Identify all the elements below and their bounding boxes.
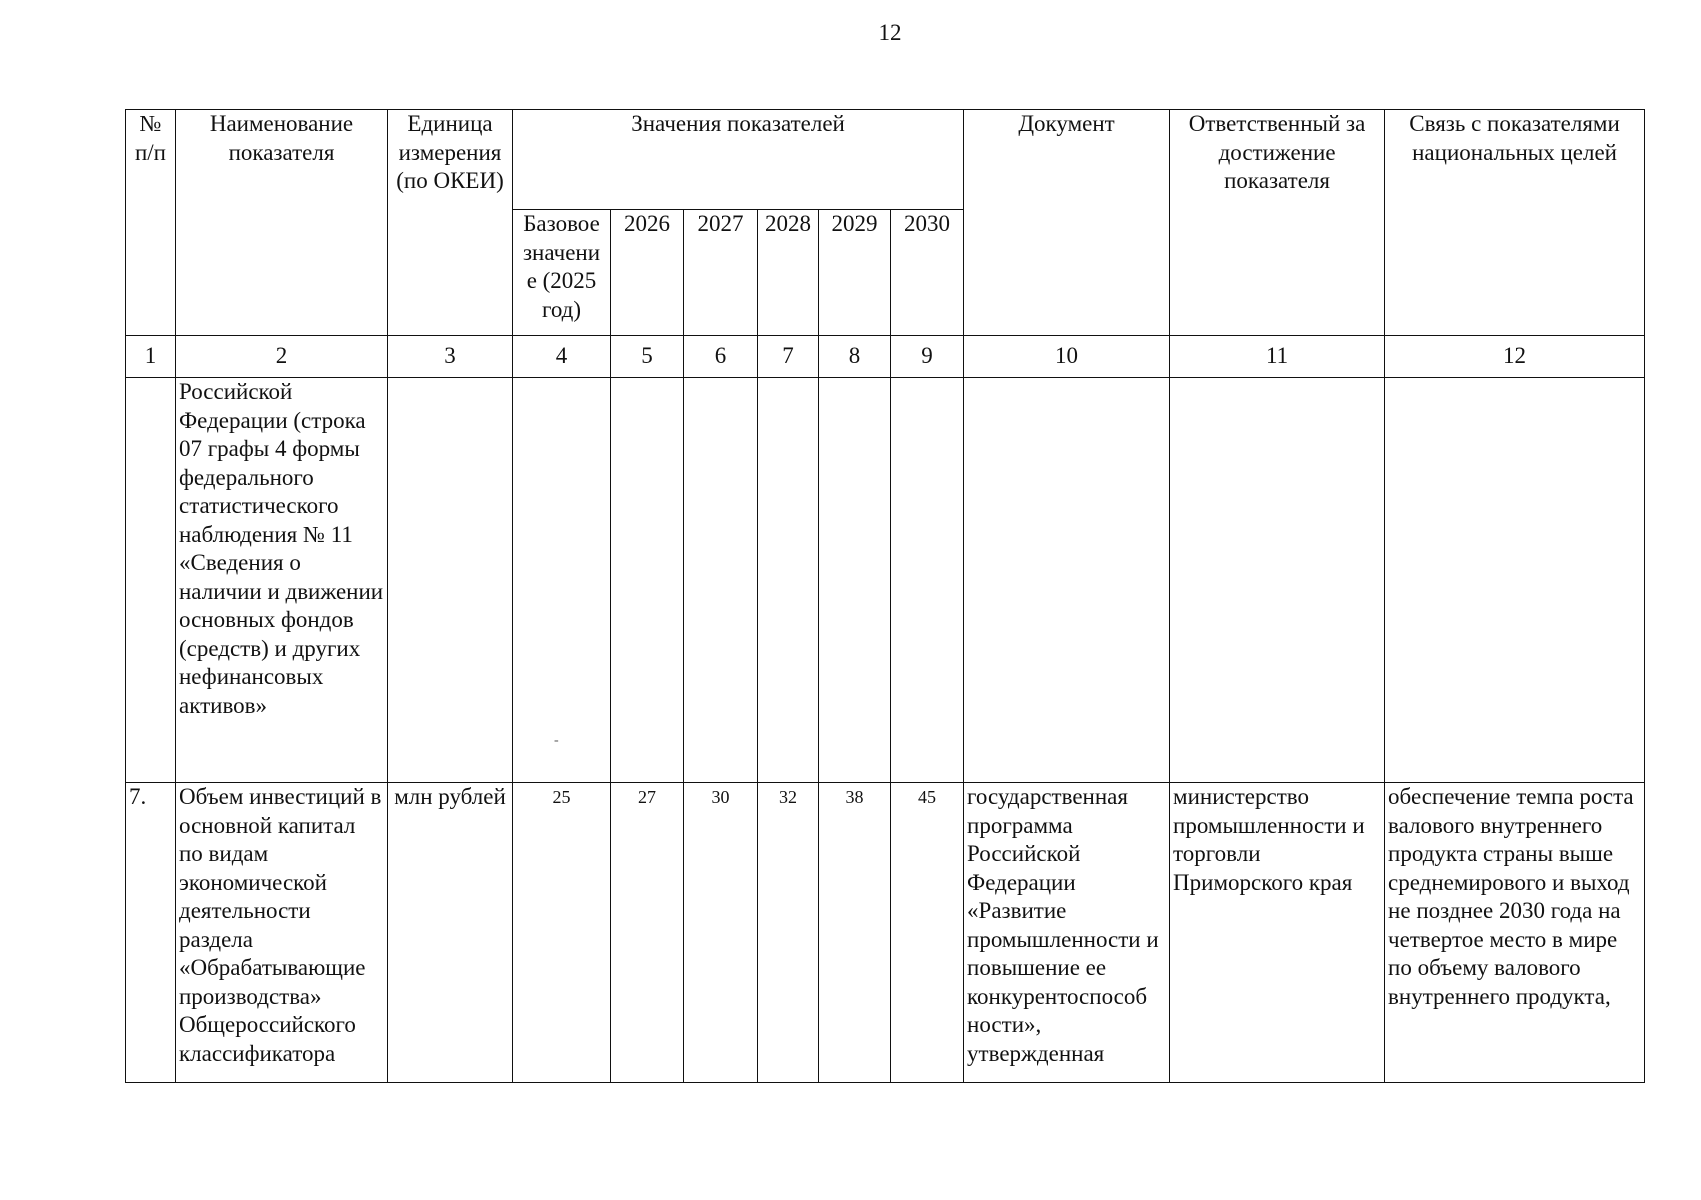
header-year: 2027: [684, 210, 758, 336]
link-cell: обеспечение темпа роста валового внутреннего продукта страны выше среднемирового и выход не позднее 2030 года на четвертое место в мире по объему валового внутреннего продукта,: [1385, 783, 1645, 1083]
column-number: 11: [1170, 336, 1385, 378]
value-2030: [891, 378, 964, 783]
column-number: 5: [611, 336, 684, 378]
header-row-top: [126, 110, 1645, 210]
header-responsible: Ответственный за достижение показателя: [1170, 110, 1385, 336]
column-number: 12: [1385, 336, 1645, 378]
responsible-cell: [1170, 378, 1385, 783]
indicator-unit: млн рублей: [388, 783, 513, 1083]
scan-speck: -: [554, 733, 559, 748]
column-number: 1: [126, 336, 176, 378]
document-cell: государственная программа Российской Федерации «Развитие промышленности и повышение ее конкурентоспособ ности», утвержденная: [964, 783, 1170, 1083]
column-number: 4: [513, 336, 611, 378]
header-year: 2028: [758, 210, 819, 336]
header-link: Связь с показателями национальных целей: [1385, 110, 1645, 336]
value-2030: 45: [891, 783, 964, 1083]
value-2028: 32: [758, 783, 819, 1083]
column-number: 6: [684, 336, 758, 378]
header-name: Наименование показателя: [176, 110, 388, 336]
page-number: 12: [878, 20, 902, 45]
value-base: 25: [513, 783, 611, 1083]
header-year: 2026: [611, 210, 684, 336]
value-2026: [611, 378, 684, 783]
header-year: 2029: [819, 210, 891, 336]
column-number: 10: [964, 336, 1170, 378]
value-2026: 27: [611, 783, 684, 1083]
document-cell: [964, 378, 1170, 783]
header-num: № п/п: [126, 110, 176, 336]
header-base-value: Базовое значени е (2025 год): [513, 210, 611, 336]
indicators-table: [125, 109, 1645, 1083]
indicator-name: Объем инвестиций в основной капитал по видам экономической деятельности раздела «Обрабатывающие производства» Общероссийского классификатора: [176, 783, 388, 1083]
column-number: 2: [176, 336, 388, 378]
value-2027: 30: [684, 783, 758, 1083]
value-2029: [819, 378, 891, 783]
value-2029: 38: [819, 783, 891, 1083]
row-number: 7.: [126, 783, 176, 1083]
header-unit: Единица измерения (по ОКЕИ): [388, 110, 513, 336]
column-number: 3: [388, 336, 513, 378]
column-number: 8: [819, 336, 891, 378]
table-row: [126, 378, 1645, 783]
column-number-row: [126, 336, 1645, 378]
header-document: Документ: [964, 110, 1170, 336]
table-row: [126, 783, 1645, 1083]
header-year: 2030: [891, 210, 964, 336]
row-number: [126, 378, 176, 783]
responsible-cell: министерство промышленности и торговли Приморского края: [1170, 783, 1385, 1083]
value-2027: [684, 378, 758, 783]
header-values: Значения показателей: [513, 110, 964, 210]
link-cell: [1385, 378, 1645, 783]
indicator-name: Российской Федерации (строка 07 графы 4 формы федерального статистического наблюдения № 11 «Сведения о наличии и движении основных фондов (средств) и других нефинансовых активов»: [176, 378, 388, 783]
value-2028: [758, 378, 819, 783]
indicator-unit: [388, 378, 513, 783]
column-number: 9: [891, 336, 964, 378]
value-base: [513, 378, 611, 783]
column-number: 7: [758, 336, 819, 378]
